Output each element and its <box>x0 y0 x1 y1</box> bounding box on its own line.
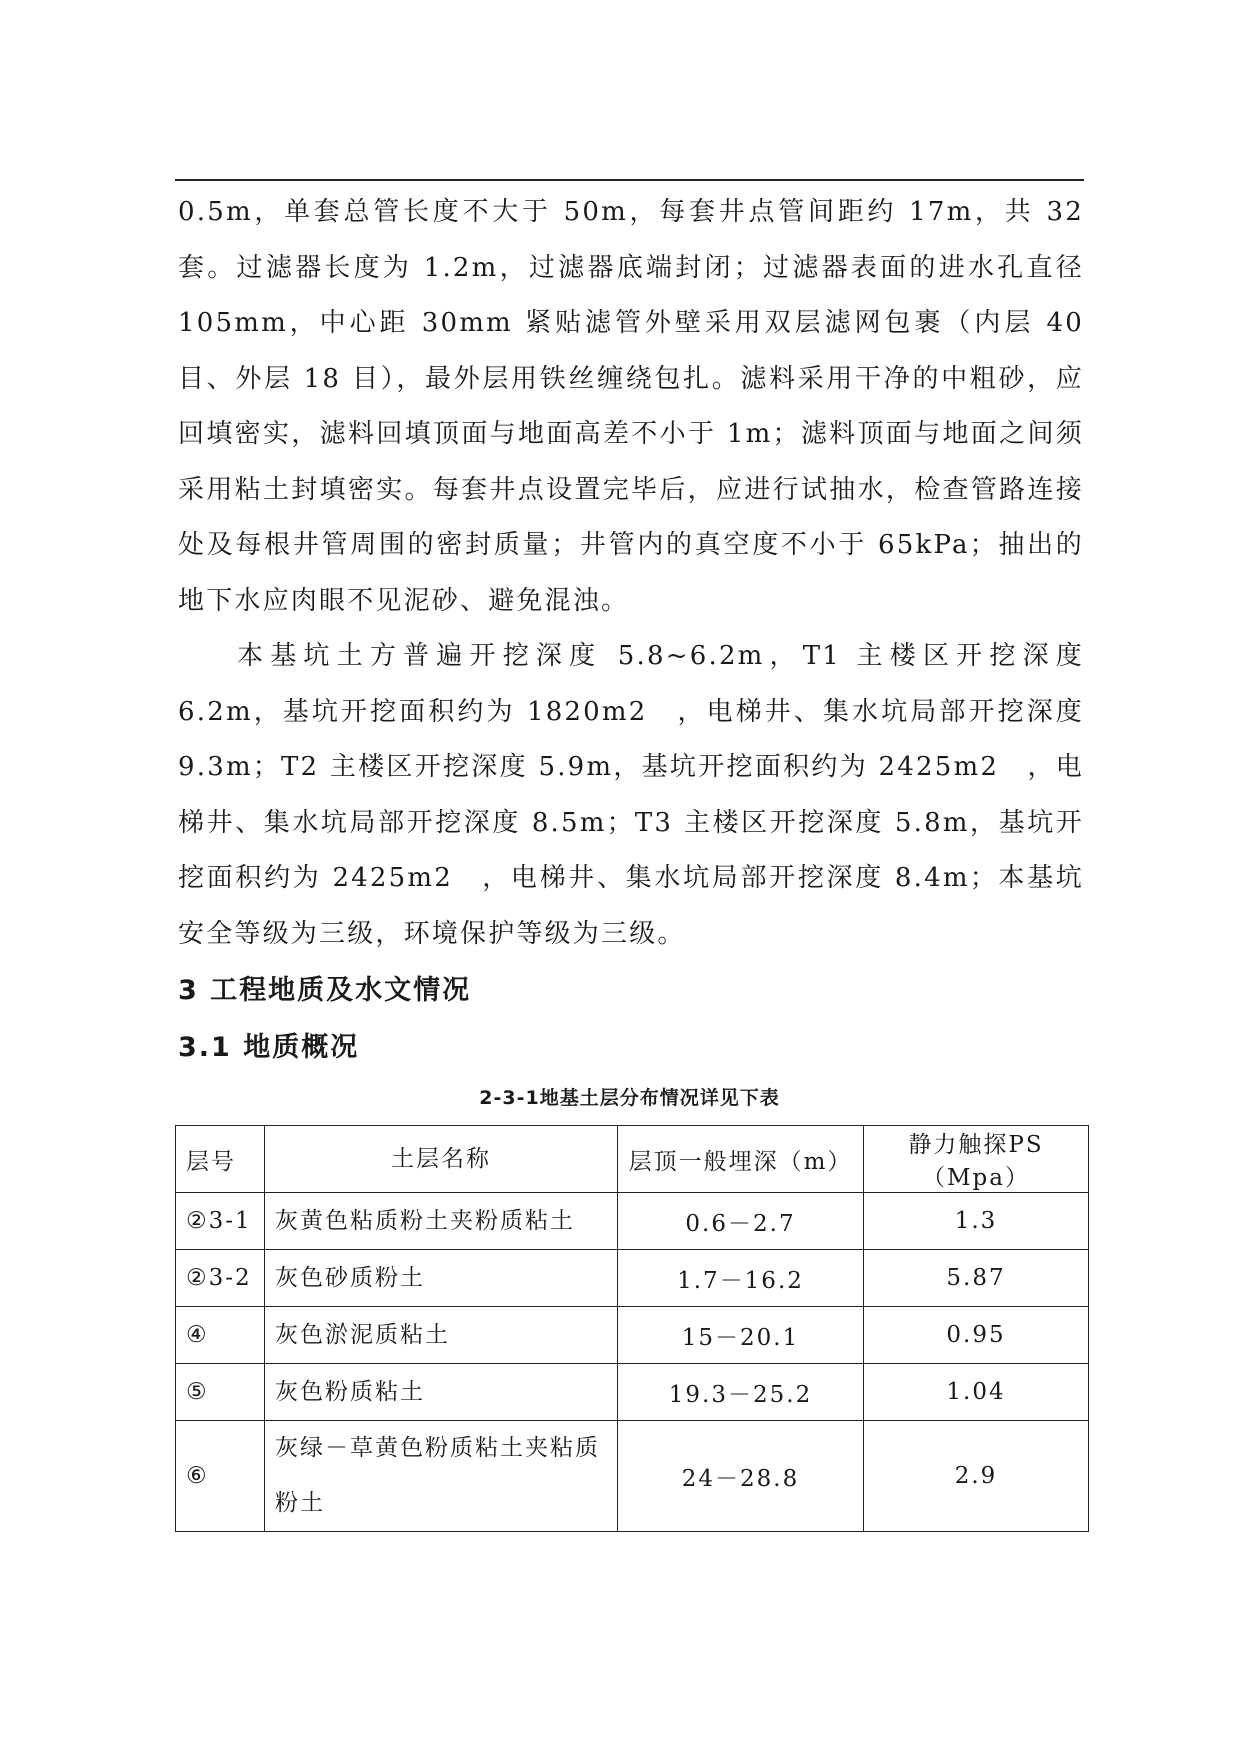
cell-top-depth: 1.7－16.2 <box>618 1250 864 1307</box>
paragraph-excavation: 本基坑土方普遍开挖深度 5.8~6.2m，T1 主楼区开挖深度 6.2m，基坑开挖面积约为 1820m2 ，电梯井、集水坑局部开挖深度 9.3m；T2 主楼区开挖深度 5.9m，基坑开挖面积约为 2425m2 ，电梯井、集水坑局部开挖深度 8.5m；T3 主楼区开挖深度 5.8m，基坑开挖面积约为 2425m2 ，电梯井、集水坑局部开挖深度 8.4m；本基坑安全等级为三级，环境保护等级为三级。 <box>178 641 1084 949</box>
header-cpt-ps: 静力触探PS（Mpa） <box>864 1126 1089 1193</box>
section-heading-geology-hydrology: 3 工程地质及水文情况 <box>178 975 472 1006</box>
cell-cpt-ps: 0.95 <box>864 1307 1089 1364</box>
cell-layer-no: ⑤ <box>176 1364 265 1421</box>
cell-top-depth: 0.6－2.7 <box>618 1193 864 1250</box>
soil-layer-table <box>175 1125 1089 1532</box>
cell-top-depth: 15－20.1 <box>618 1307 864 1364</box>
table-row <box>176 1250 1089 1307</box>
cell-layer-no: ④ <box>176 1307 265 1364</box>
cell-layer-no: ②3-1 <box>176 1193 265 1250</box>
table-row <box>176 1307 1089 1364</box>
cell-cpt-ps: 2.9 <box>864 1421 1089 1532</box>
cell-layer-no: ⑥ <box>176 1421 265 1532</box>
cell-layer-no: ②3-2 <box>176 1250 265 1307</box>
subsection-heading-geology-overview: 3.1 地质概况 <box>178 1032 360 1063</box>
header-top-depth: 层顶一般埋深（m） <box>618 1126 864 1193</box>
cell-soil-name: 灰黄色粘质粉土夹粉质粘土 <box>265 1193 618 1250</box>
cell-top-depth: 19.3－25.2 <box>618 1364 864 1421</box>
cell-cpt-ps: 1.04 <box>864 1364 1089 1421</box>
table-row <box>176 1421 1089 1532</box>
header-rule <box>175 179 1084 181</box>
cell-cpt-ps: 1.3 <box>864 1193 1089 1250</box>
header-soil-name: 土层名称 <box>265 1126 618 1193</box>
table-caption: 2-3-1地基土层分布情况详见下表 <box>479 1087 780 1109</box>
table-row <box>176 1193 1089 1250</box>
cell-cpt-ps: 5.87 <box>864 1250 1089 1307</box>
header-layer-no: 层号 <box>176 1126 265 1193</box>
table-row <box>176 1364 1089 1421</box>
cell-top-depth: 24－28.8 <box>618 1421 864 1532</box>
table-header-row <box>176 1126 1089 1193</box>
cell-soil-name: 灰绿－草黄色粉质粘土夹粘质粉土 <box>265 1421 618 1532</box>
cell-soil-name: 灰色粉质粘土 <box>265 1364 618 1421</box>
paragraph-wellpoint: 0.5m，单套总管长度不大于 50m，每套井点管间距约 17m，共 32 套。过滤器长度为 1.2m，过滤器底端封闭；过滤器表面的进水孔直径 105mm，中心距 30mm 紧贴滤管外壁采用双层滤网包裹（内层 40 目、外层 18 目），最外层用铁丝缠绕包扎。滤料采用干净的中粗砂，应回填密实，滤料回填顶面与地面高差不小于 1m；滤料顶面与地面之间须采用粘土封填密实。每套井点设置完毕后，应进行试抽水，检查管路连接处及每根井管周围的密封质量；井管内的真空度不小于 65kPa；抽出的地下水应肉眼不见泥砂、避免混浊。 <box>178 197 1084 616</box>
cell-soil-name: 灰色淤泥质粘土 <box>265 1307 618 1364</box>
cell-soil-name: 灰色砂质粉土 <box>265 1250 618 1307</box>
